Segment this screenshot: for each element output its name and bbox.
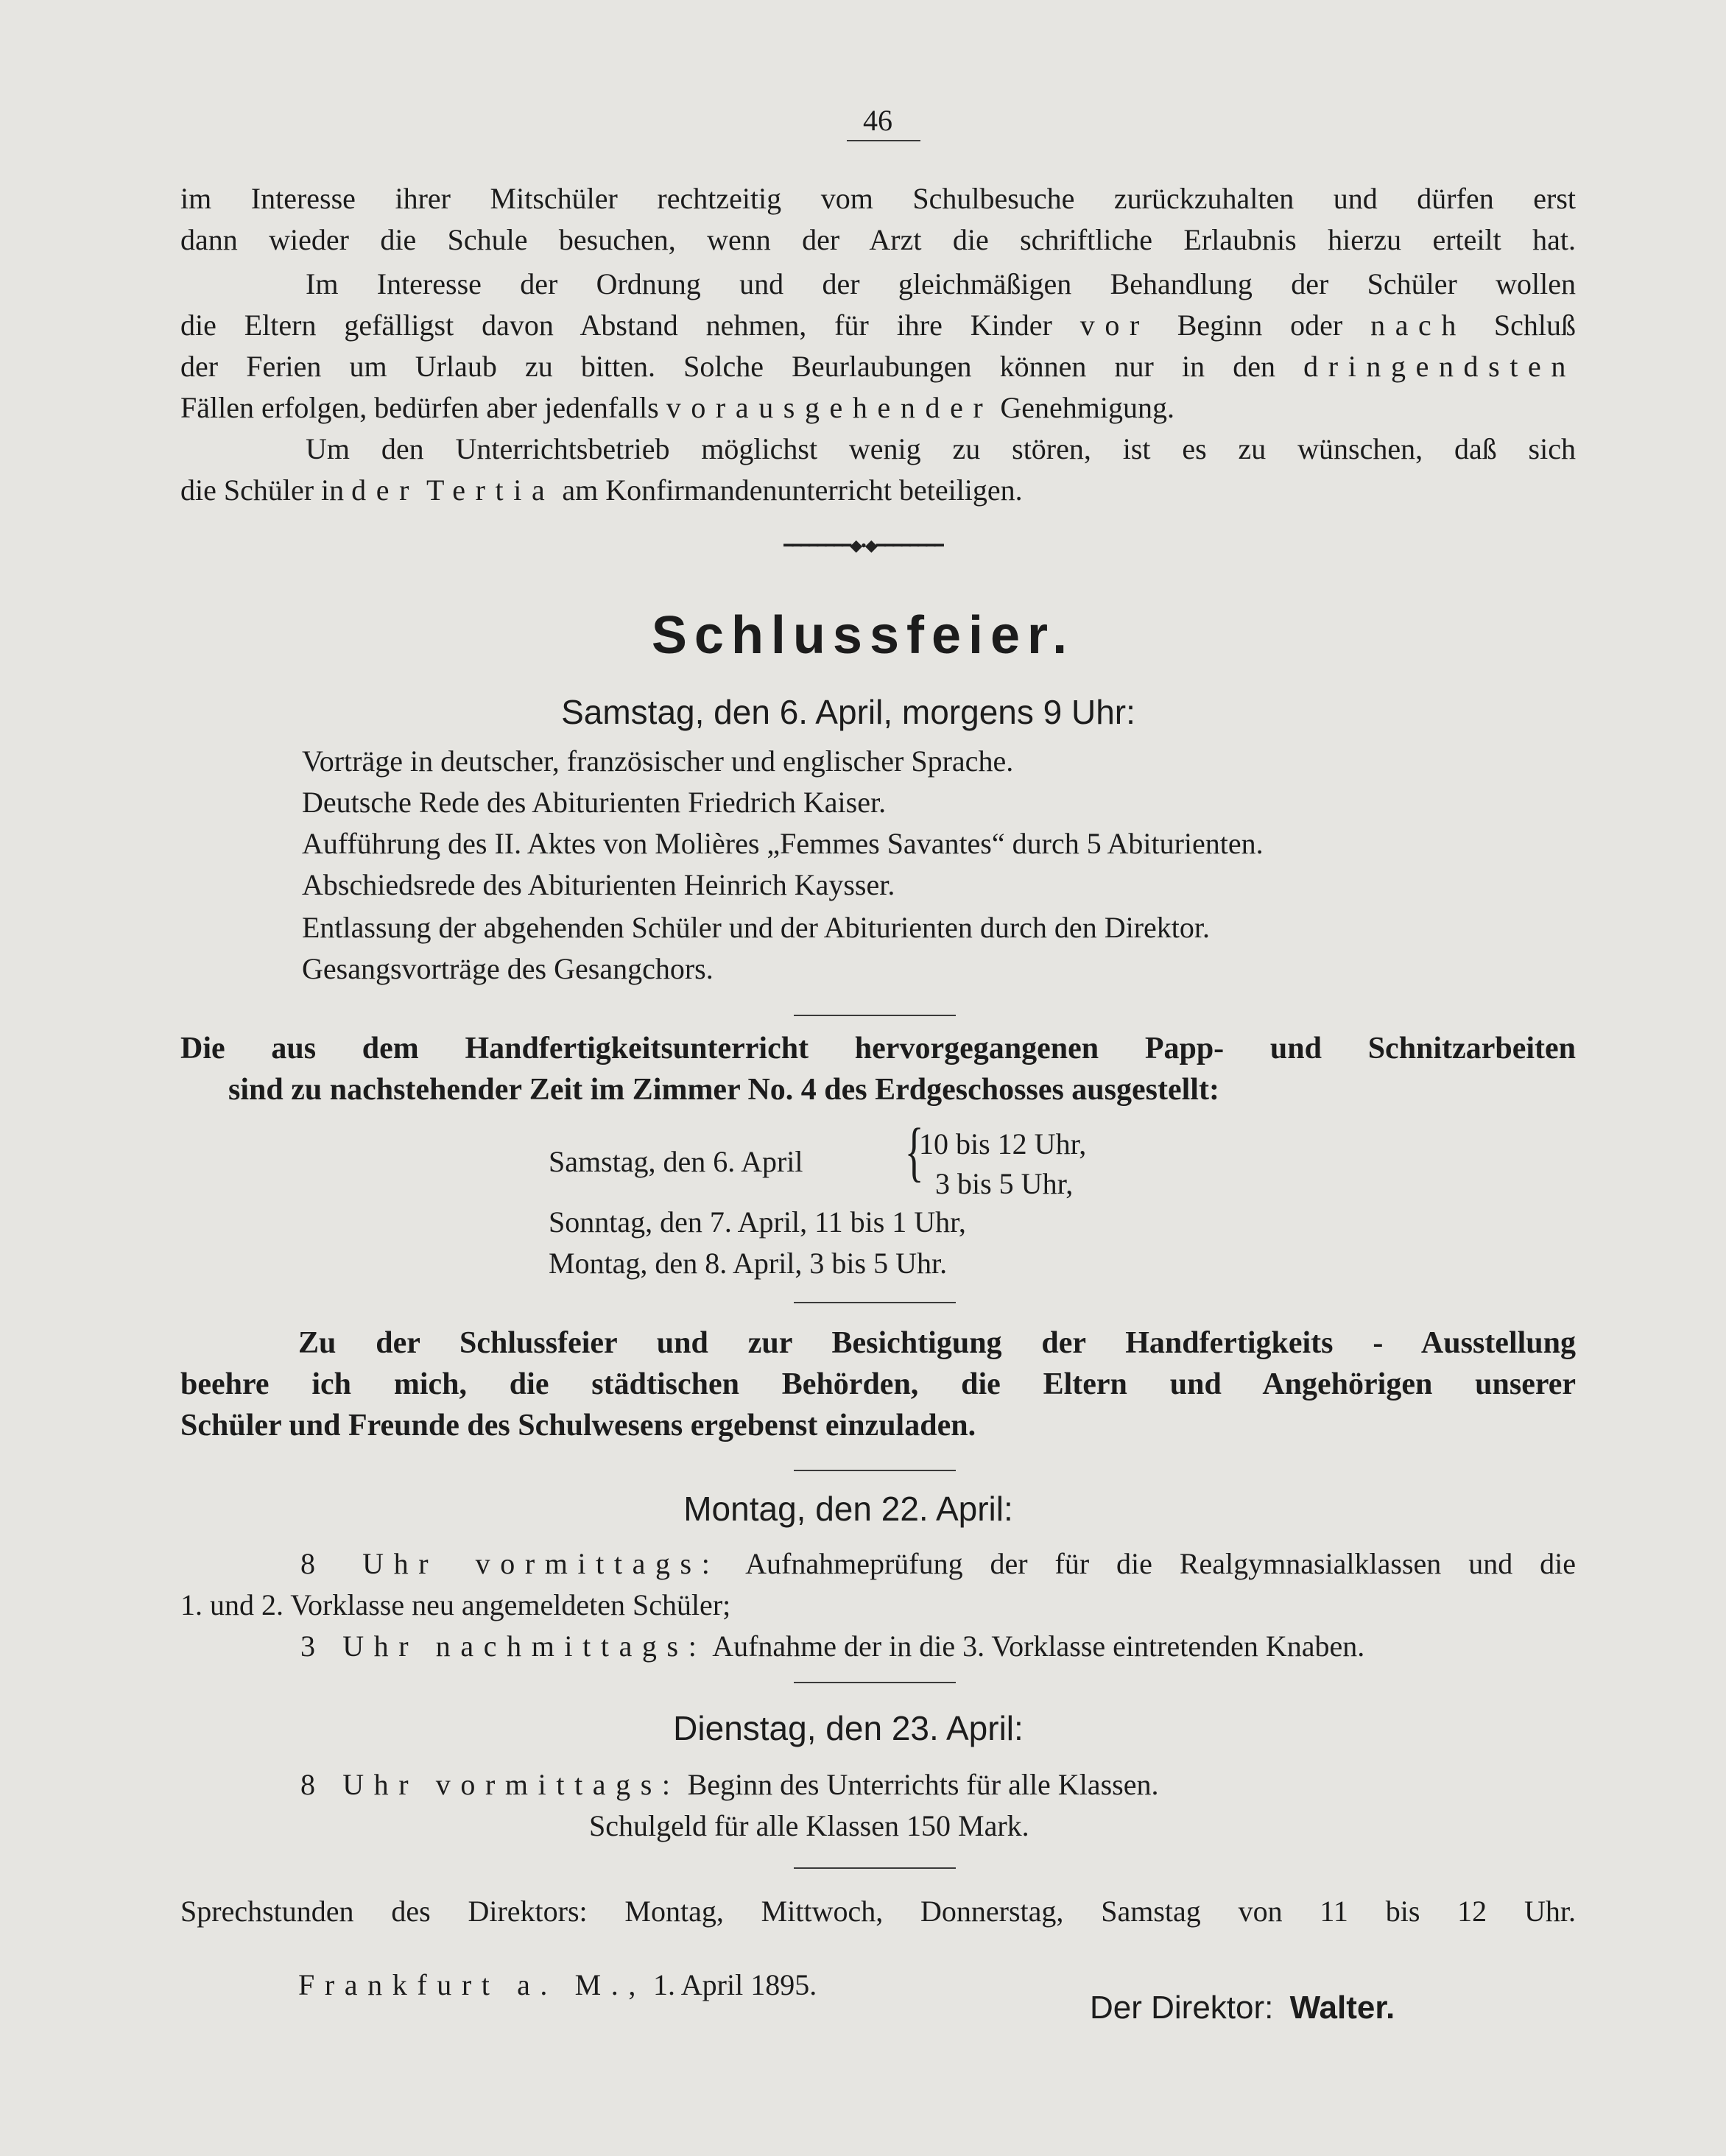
section-divider — [794, 1682, 956, 1683]
intro-line-1: im Interesse ihrer Mitschüler rechtzeitig vom Schulbesuche zurückzuhalten und dürfen erst — [180, 182, 1576, 215]
section-divider — [794, 1470, 956, 1471]
emphasis-nach: nach — [1370, 309, 1467, 342]
page-number: 46 — [863, 104, 892, 137]
time-3-uhr: 3 Uhr nachmittags: — [300, 1630, 707, 1663]
intro-line-2: dann wieder die Schule besuchen, wenn der Arzt die schriftliche Erlaubnis hierzu erteilt hat. — [180, 223, 1576, 256]
text: Beginn des Unterrichts für alle Klassen. — [687, 1768, 1159, 1801]
exhibition-sunday: Sonntag, den 7. April, 11 bis 1 Uhr, — [549, 1205, 966, 1239]
school-fee: Schulgeld für alle Klassen 150 Mark. — [589, 1809, 1029, 1842]
order-paragraph-line-4 — [180, 390, 1174, 425]
place: Frankfurt a. M., — [298, 1968, 646, 2001]
exhibition-saturday-time-1: 10 bis 12 Uhr, — [919, 1127, 1087, 1160]
monday-line-3 — [300, 1629, 1364, 1663]
monday-heading: Montag, den 22. April: — [683, 1490, 1013, 1528]
exhibition-saturday: Samstag, den 6. April — [549, 1145, 803, 1178]
ornament-divider: ━━━━━━━━◆•◆━━━━━━━━ — [783, 536, 943, 554]
ceremony-item: Abschiedsrede des Abiturienten Heinrich Kaysser. — [302, 868, 895, 901]
schlussfeier-heading: Schlussfeier. — [651, 606, 1075, 665]
order-paragraph-line-1: Im Interesse der Ordnung und der gleichmäßigen Behandlung der Schüler wollen — [306, 267, 1576, 300]
text: Beginn oder — [1177, 309, 1343, 342]
emphasis-tertia: Tertia — [426, 473, 555, 507]
ceremony-item: Vorträge in deutscher, französischer und englischer Sprache. — [302, 744, 1014, 778]
section-divider — [794, 1302, 956, 1303]
confirmation-paragraph-line-1: Um den Unterrichtsbetrieb möglichst wenig zu stören, ist es zu wünschen, daß sich — [306, 432, 1576, 465]
confirmation-paragraph-line-2 — [180, 473, 1023, 507]
emphasis-dringendsten: dringendsten — [1303, 350, 1576, 383]
ceremony-item: Deutsche Rede des Abiturienten Friedrich Kaiser. — [302, 786, 887, 819]
emphasis-vor: vor — [1079, 309, 1149, 342]
office-hours: Sprechstunden des Direktors: Montag, Mittwoch, Donnerstag, Samstag von 11 bis 12 Uhr. — [180, 1895, 1576, 1928]
signature-label: Der Direktor: — [1090, 1990, 1274, 2026]
emphasis-der: der — [351, 473, 420, 507]
ceremony-item: Gesangsvorträge des Gesangchors. — [302, 952, 714, 985]
time-8-uhr: 8 Uhr vormittags: — [300, 1768, 680, 1801]
tuesday-heading: Dienstag, den 23. April: — [673, 1709, 1024, 1747]
monday-line-1 — [300, 1546, 1576, 1581]
invitation-line-1: Zu der Schlussfeier und zur Besichtigung der Handfertigkeits - Ausstellung — [298, 1326, 1576, 1360]
page-number-underline — [847, 140, 920, 141]
exhibition-line-1: Die aus dem Handfertigkeitsunterricht hervorgegangenen Papp- und Schnitzarbeiten — [180, 1032, 1576, 1065]
text: Fällen erfolgen, bedürfen aber jedenfalls — [180, 391, 659, 424]
exhibition-saturday-time-2: 3 bis 5 Uhr, — [935, 1167, 1074, 1200]
text: Schluß — [1493, 309, 1577, 342]
text: der Ferien um Urlaub zu bitten. Solche Beurlaubungen können nur in den — [180, 350, 1276, 383]
text: die Schüler in — [180, 473, 345, 507]
order-paragraph-line-2 — [180, 308, 1576, 342]
time-8-uhr: 8 Uhr vormittags: — [300, 1547, 720, 1580]
text: am Konfirmandenunterricht beteiligen. — [562, 473, 1023, 507]
ceremony-date: Samstag, den 6. April, morgens 9 Uhr: — [561, 693, 1135, 731]
date: 1. April 1895. — [653, 1968, 817, 2001]
ceremony-item: Aufführung des II. Aktes von Molières „Femmes Savantes“ durch 5 Abiturienten. — [302, 827, 1264, 860]
text: Aufnahme der in die 3. Vorklasse eintretenden Knaben. — [712, 1630, 1365, 1663]
brace-icon: { — [904, 1116, 924, 1188]
text: die Eltern gefälligst davon Abstand nehmen, für ihre Kinder — [180, 309, 1052, 342]
emphasis-vorausgehender: vorausgehender — [666, 391, 993, 424]
invitation-line-2: beehre ich mich, die städtischen Behörden, die Eltern und Angehörigen unserer — [180, 1367, 1576, 1401]
ceremony-item: Entlassung der abgehenden Schüler und der Abiturienten durch den Direktor. — [302, 911, 1210, 944]
section-divider — [794, 1015, 956, 1016]
exhibition-line-2: sind zu nachstehender Zeit im Zimmer No. 4 des Erdgeschosses ausgestellt: — [228, 1073, 1219, 1107]
invitation-line-3: Schüler und Freunde des Schulwesens ergebenst einzuladen. — [180, 1409, 976, 1442]
signature-name: Walter. — [1289, 1990, 1395, 2026]
signature — [1090, 1990, 1395, 2026]
order-paragraph-line-3 — [180, 349, 1576, 384]
monday-line-2: 1. und 2. Vorklasse neu angemeldeten Schüler; — [180, 1588, 731, 1621]
text: Genehmigung. — [1000, 391, 1174, 424]
place-date — [298, 1967, 817, 2002]
tuesday-line-1 — [300, 1767, 1158, 1802]
exhibition-monday: Montag, den 8. April, 3 bis 5 Uhr. — [549, 1247, 948, 1280]
text: Aufnahmeprüfung der für die Realgymnasialklassen und die — [745, 1547, 1576, 1580]
section-divider — [794, 1867, 956, 1869]
